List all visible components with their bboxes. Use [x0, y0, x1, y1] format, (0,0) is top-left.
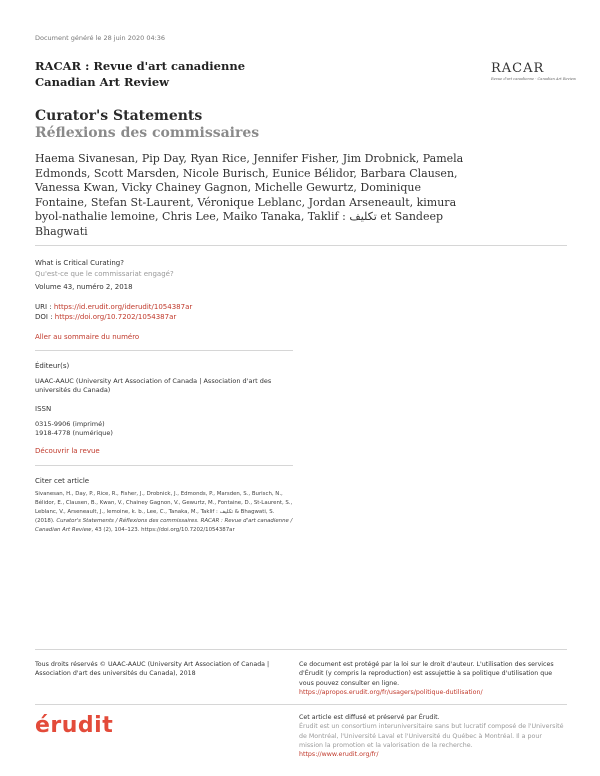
publisher-label: Éditeur(s)	[35, 362, 70, 370]
citation-text	[35, 490, 293, 535]
issue-title-fr: Qu'est-ce que le commissariat engagé?	[35, 270, 174, 278]
policy-link[interactable]: https://apropos.erudit.org/fr/usagers/politique-dutilisation/	[299, 688, 483, 696]
citation-title: Curator's Statements / Réflexions des commissaires. RACAR : Revue d'art canadienne / Canadian Art Review	[35, 518, 293, 533]
doi-line	[35, 313, 176, 321]
protection-text: Ce document est protégé par la loi sur le droit d'auteur. L'utilisation des services d'Érudit (y compris la reproduction) est assujettie à sa politique d'utilisation que vous pouvez consulter en ligne.	[299, 661, 554, 687]
consortium-text: Érudit est un consortium interuniversitaire sans but lucratif composé de l'Université de Montréal, l'Université Laval et l'Université du Québec à Montréal. Il a pour mission la promotion et la valorisation de la recherche.	[299, 723, 564, 749]
generated-timestamp: Document généré le 28 juin 2020 04:36	[35, 34, 166, 42]
article-title: Curator's Statements	[35, 108, 203, 124]
publisher-value: UAAC-AAUC (University Art Association of Canada | Association d'art des universités du Canada)	[35, 377, 272, 394]
issn-print: 0315-9906 (imprimé)	[35, 420, 105, 428]
racar-logo	[491, 61, 577, 81]
issue-volume: Volume 43, numéro 2, 2018	[35, 283, 133, 291]
article-authors: Haema Sivanesan, Pip Day, Ryan Rice, Jennifer Fisher, Jim Drobnick, Pamela Edmonds, Scott Marsden, Nicole Burisch, Eunice Bélidor, Barbara Clausen, Vanessa Kwan, Vicky Chainey Gagnon, Michelle Gewurtz, Dominique Fontaine, Stefan St-Laurent, Véronique Leblanc, Jordan Arseneault, kimura byol-nathalie lemoine, Chris Lee, Maiko Tanaka, Taklif : تكليف et Sandeep Bhagwati	[35, 152, 464, 238]
issue-toc-link[interactable]: Aller au sommaire du numéro	[35, 333, 140, 341]
footer-divider	[35, 649, 567, 650]
issn-digital: 1918-4778 (numérique)	[35, 429, 113, 437]
logo-mark: RACAR	[491, 61, 545, 76]
protection-notice	[299, 660, 567, 697]
citation-details: , 43 (2), 104–123. https://doi.org/10.7202/1054387ar	[91, 527, 235, 533]
erudit-logo: érudit	[35, 713, 114, 738]
article-subtitle: Réflexions des commissaires	[35, 125, 260, 141]
erudit-site-link[interactable]: https://www.erudit.org/fr/	[299, 751, 379, 759]
uri-link[interactable]: https://id.erudit.org/iderudit/1054387ar	[53, 303, 193, 311]
discover-journal-link[interactable]: Découvrir la revue	[35, 447, 100, 455]
doi-label: DOI :	[35, 313, 55, 321]
uri-label: URI :	[35, 303, 54, 311]
divider	[35, 245, 567, 246]
citation-authors: Sivanesan, H., Day, P., Rice, R., Fisher, J., Drobnick, J., Edmonds, P., Marsden, S., Burisch, N., Bélidor, E., Clausen, B., Kwan, V., Chainey Gagnon, V., Gewurtz, M., Fontaine, D., St-Laurent, S., Leblanc, V., Arseneault, J., lemoine, k. b., Lee, C., Tanaka, M., Taklif : تكليف & Bhagwati, S. (2018).	[35, 491, 293, 524]
footer-divider	[35, 704, 567, 705]
journal-name-fr: RACAR : Revue d'art canadienne	[35, 59, 246, 73]
cite-label: Citer cet article	[35, 477, 90, 485]
doi-link[interactable]: https://doi.org/10.7202/1054387ar	[54, 313, 177, 321]
uri-line	[35, 303, 192, 311]
divider	[35, 465, 293, 466]
journal-name-en: Canadian Art Review	[35, 75, 170, 89]
diffuse-text: Cet article est diffusé et préservé par Érudit.	[299, 714, 440, 721]
erudit-notice	[299, 713, 567, 759]
issue-title: What is Critical Curating?	[35, 259, 124, 267]
divider	[35, 350, 293, 351]
journal-name	[35, 58, 245, 90]
rights-text: Tous droits réservés © UAAC-AAUC (University Art Association of Canada | Association d'art des universités du Canada), 2018	[35, 661, 270, 678]
issn-label: ISSN	[35, 405, 52, 413]
logo-tagline: Revue d'art canadienne · Canadian Art Review	[491, 77, 577, 81]
